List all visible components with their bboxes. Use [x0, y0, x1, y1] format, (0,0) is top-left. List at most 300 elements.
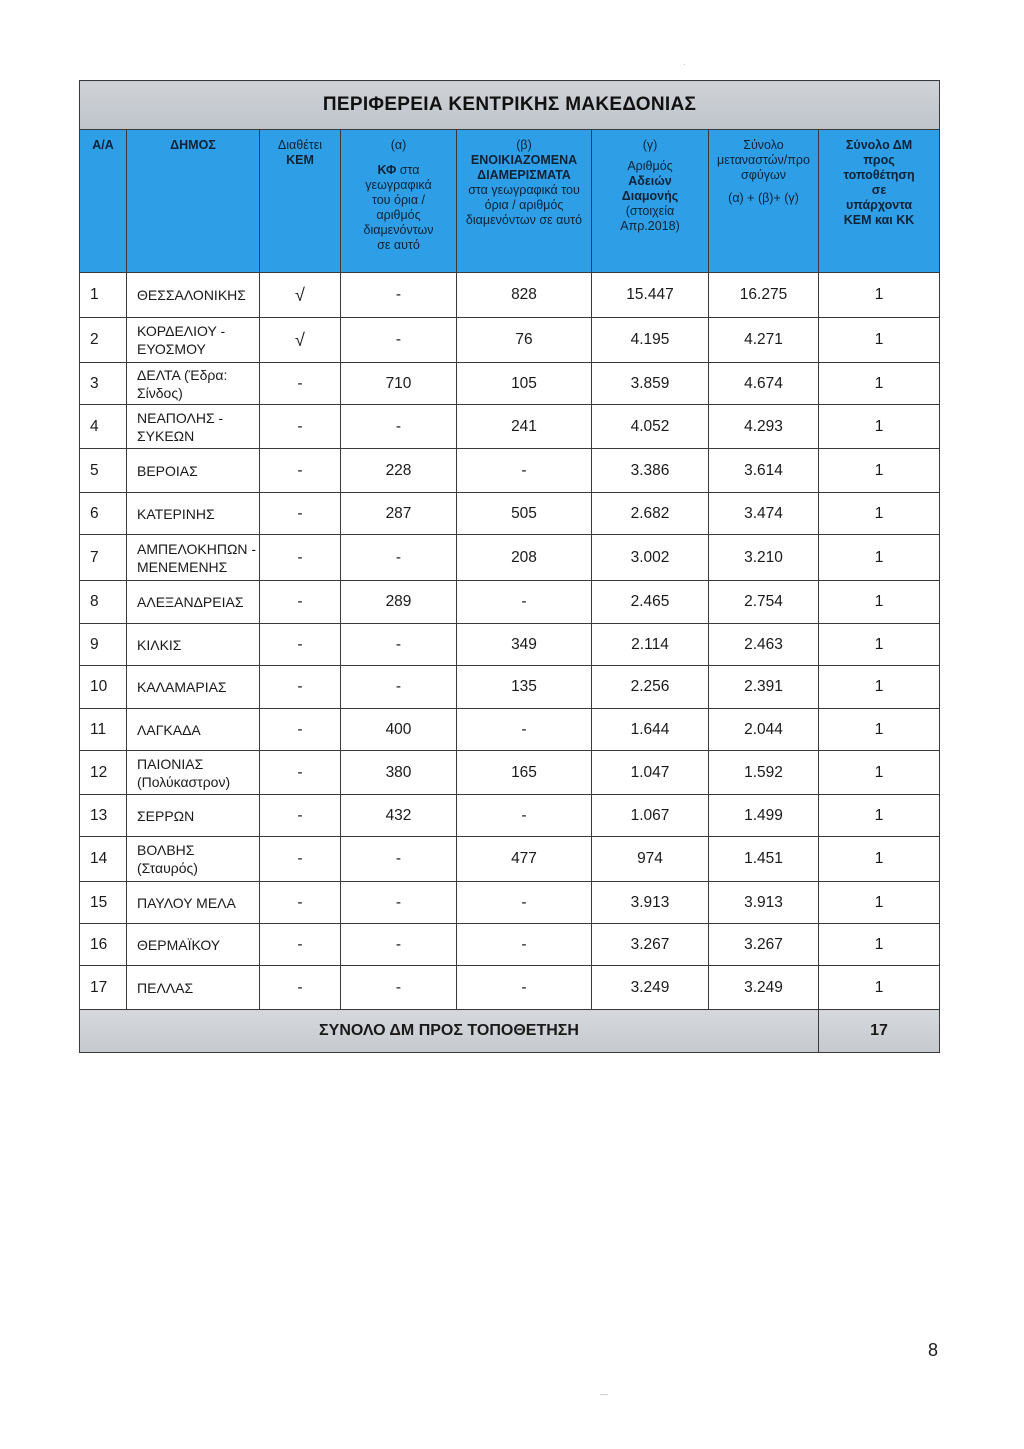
row-dm-value [819, 709, 940, 751]
row-dm-value [819, 966, 940, 1010]
row-number-text: 4 [90, 417, 99, 435]
row-g-value [592, 318, 709, 363]
municipality-line: ΘΕΡΜΑΪΚΟΥ [137, 936, 221, 953]
row-b-value-text: 477 [511, 850, 537, 867]
municipality-line: ΚΑΛΑΜΑΡΙΑΣ [137, 679, 227, 695]
row-a-value-text: 710 [385, 374, 412, 392]
row-g-value [592, 795, 709, 837]
header-a-line: γεωγραφικά [365, 178, 432, 192]
row-g-value [592, 581, 709, 624]
row-number-text: 8 [90, 593, 99, 610]
header-b-line: (β) [516, 138, 532, 152]
row-total-value [709, 449, 819, 493]
row-g-value-text: 4.195 [630, 331, 670, 348]
table-row [80, 405, 940, 449]
total-label: ΣΥΝΟΛΟ ΔΜ ΠΡΟΣ ΤΟΠΟΘΕΤΗΣΗ [80, 1010, 819, 1053]
row-a-value-text: 287 [385, 504, 412, 522]
municipality-line: Σίνδος) [137, 384, 183, 401]
row-g-value-text: 3.249 [630, 978, 670, 996]
row-a-value [341, 493, 457, 535]
row-a-value-text: - [395, 978, 402, 996]
row-b-value [457, 624, 592, 666]
row-g-value-text: 3.002 [630, 548, 670, 566]
table-row [80, 924, 940, 966]
row-g-value-text: 1.067 [630, 806, 670, 824]
table-body [80, 273, 940, 1010]
row-b-value-text: 241 [511, 417, 537, 435]
row-a-value-text: - [395, 548, 402, 566]
row-number [80, 624, 127, 666]
header-a [341, 130, 457, 273]
header-total-line: Σύνολο [743, 138, 784, 152]
municipality-line: ΝΕΑΠΟΛΗΣ - [137, 409, 224, 426]
row-dm-value [819, 624, 940, 666]
row-number-text: 7 [90, 548, 99, 566]
row-a-value-text: 380 [385, 763, 412, 781]
row-total-value-text: 3.474 [744, 504, 783, 522]
row-kem [260, 795, 341, 837]
page-number: 8 [928, 1340, 939, 1360]
row-a-value [341, 666, 457, 709]
row-dm-value-text: 1 [874, 635, 884, 653]
row-b-value-text: 76 [515, 331, 533, 348]
row-total-value [709, 751, 819, 795]
row-total-value-text: 1.451 [744, 850, 783, 867]
table-row [80, 709, 940, 751]
row-kem [260, 624, 341, 666]
header-b-line: όρια / αριθμός [484, 198, 564, 212]
header-dimos-text: ΔΗΜΟΣ [170, 138, 216, 152]
row-kem [260, 966, 341, 1010]
municipality-line: ΠΕΛΛΑΣ [137, 979, 194, 996]
row-municipality [127, 363, 260, 405]
row-total-value [709, 535, 819, 581]
header-a-line: στα [399, 163, 420, 177]
table-row [80, 624, 940, 666]
row-dm-value [819, 924, 940, 966]
row-g-value-text: 2.682 [630, 504, 670, 522]
row-kem-text: √ [295, 284, 305, 305]
row-a-value [341, 363, 457, 405]
municipality-line: ΣΥΚΕΩΝ [137, 427, 195, 444]
row-number-text: 11 [90, 720, 107, 738]
row-b-value [457, 666, 592, 709]
row-dm-value [819, 363, 940, 405]
row-dm-value-text: 1 [874, 763, 884, 781]
row-g-value-text: 2.114 [631, 635, 669, 653]
header-kem [260, 130, 341, 273]
row-total-value [709, 493, 819, 535]
row-total-value [709, 624, 819, 666]
row-a-value [341, 449, 457, 493]
row-number [80, 405, 127, 449]
row-a-value [341, 535, 457, 581]
row-number-text: 12 [90, 763, 108, 781]
header-g-line: Αριθμός [627, 159, 673, 173]
row-kem-text: - [297, 720, 303, 738]
row-kem [260, 666, 341, 709]
header-a-line: διαμενόντων [363, 223, 434, 237]
row-g-value [592, 535, 709, 581]
row-dm-value [819, 405, 940, 449]
row-total-value-text: 3.210 [744, 548, 783, 566]
municipality-line: ΛΑΓΚΑΔΑ [137, 721, 201, 738]
row-dm-value [819, 493, 940, 535]
row-a-value [341, 837, 457, 882]
row-b-value [457, 882, 592, 924]
row-b-value-text: 208 [511, 548, 537, 566]
row-g-value-text: 974 [637, 850, 663, 867]
row-number [80, 449, 127, 493]
row-municipality [127, 273, 260, 318]
row-a-value [341, 966, 457, 1010]
row-number [80, 666, 127, 709]
municipality-line: ΕΥΟΣΜΟΥ [137, 341, 206, 357]
row-dm-value-text: 1 [874, 978, 884, 996]
row-number-text: 14 [90, 850, 108, 867]
row-kem [260, 318, 341, 363]
table-row [80, 751, 940, 795]
header-g-line: Αδειών [628, 174, 672, 188]
table-row [80, 966, 940, 1010]
row-b-value-text: - [521, 593, 527, 610]
municipality-line: ΑΜΠΕΛΟΚΗΠΩΝ - [137, 540, 257, 557]
row-number [80, 837, 127, 882]
row-b-value [457, 924, 592, 966]
row-dm-value-text: 1 [874, 935, 884, 953]
header-dm-line: υπάρχοντα [845, 198, 913, 212]
table-row [80, 273, 940, 318]
row-b-value [457, 318, 592, 363]
row-a-value [341, 273, 457, 318]
document-sheet [79, 80, 939, 1053]
table-row [80, 493, 940, 535]
row-total-value [709, 882, 819, 924]
row-kem-text: - [297, 978, 303, 996]
row-number [80, 493, 127, 535]
row-total-value-text: 3.267 [744, 935, 783, 953]
row-g-value-text: 3.386 [630, 461, 670, 479]
row-total-value [709, 273, 819, 318]
header-g-line: (γ) [642, 138, 658, 152]
row-number-text: 1 [90, 286, 99, 303]
row-number [80, 924, 127, 966]
row-number-text: 6 [90, 504, 99, 522]
header-total-line: μεταναστών/προ [717, 153, 810, 167]
row-total-value [709, 924, 819, 966]
row-b-value-text: - [521, 461, 527, 479]
row-kem-text: - [297, 678, 303, 695]
row-g-value-text: 3.859 [630, 374, 670, 392]
municipality-line: ΒΕΡΟΙΑΣ [137, 462, 198, 479]
row-municipality [127, 666, 260, 709]
region-table [79, 80, 940, 1053]
header-b [457, 130, 592, 273]
row-b-value-text: 505 [511, 504, 537, 522]
table-row [80, 837, 940, 882]
row-g-value [592, 709, 709, 751]
row-kem [260, 273, 341, 318]
row-dm-value [819, 535, 940, 581]
row-number [80, 709, 127, 751]
row-number [80, 751, 127, 795]
row-kem-text: - [297, 593, 303, 610]
row-b-value [457, 795, 592, 837]
row-dm-value [819, 273, 940, 318]
row-kem-text: - [297, 504, 303, 522]
row-number-text: 16 [90, 935, 108, 953]
municipality-line: (Πολύκαστρον) [137, 773, 231, 790]
row-total-value-text: 3.913 [744, 893, 783, 911]
row-kem-text: - [297, 417, 303, 435]
row-dm-value-text: 1 [874, 417, 884, 435]
header-aa [80, 130, 127, 273]
municipality-line: ΠΑΥΛΟΥ ΜΕΛΑ [137, 894, 236, 911]
row-dm-value-text: 1 [874, 548, 884, 566]
row-municipality [127, 924, 260, 966]
row-dm-value-text: 1 [874, 850, 884, 867]
row-b-value-text: - [521, 978, 527, 996]
header-a-line: ΚΦ [377, 163, 397, 177]
header-b-line: στα γεωγραφικά του [468, 183, 580, 197]
row-kem [260, 535, 341, 581]
row-total-value [709, 581, 819, 624]
row-a-value [341, 882, 457, 924]
row-municipality [127, 624, 260, 666]
row-g-value-text: 4.052 [630, 417, 670, 435]
row-b-value [457, 751, 592, 795]
table-row [80, 363, 940, 405]
municipality-line: ΔΕΛΤΑ (Έδρα: [137, 366, 228, 383]
row-g-value-text: 1.047 [630, 763, 670, 781]
row-a-value [341, 581, 457, 624]
header-a-line: του όρια / [371, 193, 426, 207]
row-kem [260, 751, 341, 795]
row-b-value-text: 828 [511, 286, 537, 303]
header-g-line: Διαμονής [621, 189, 679, 203]
row-municipality [127, 405, 260, 449]
row-kem-text: - [297, 806, 303, 824]
row-b-value-text: 105 [511, 374, 537, 392]
row-b-value-text: - [521, 720, 527, 738]
row-total-value [709, 363, 819, 405]
row-kem [260, 449, 341, 493]
row-total-value-text: 1.499 [744, 806, 783, 824]
row-municipality [127, 882, 260, 924]
row-total-value [709, 405, 819, 449]
row-g-value-text: 1.644 [630, 720, 670, 738]
header-row [80, 130, 940, 273]
row-total-value [709, 795, 819, 837]
header-b-line: διαμενόντων σε αυτό [465, 213, 583, 227]
row-dm-value [819, 837, 940, 882]
row-g-value-text: 3.913 [630, 893, 670, 911]
row-number-text: 10 [90, 678, 108, 695]
municipality-line: ΒΟΛΒΗΣ [137, 842, 195, 858]
row-total-value-text: 3.249 [744, 978, 783, 996]
row-a-value-text: 400 [385, 720, 412, 738]
header-dm-line: προς [863, 153, 895, 167]
row-g-value-text: 2.465 [630, 593, 670, 610]
row-municipality [127, 493, 260, 535]
row-b-value [457, 581, 592, 624]
row-kem [260, 405, 341, 449]
row-kem-text: - [297, 548, 303, 566]
row-g-value [592, 966, 709, 1010]
row-dm-value [819, 581, 940, 624]
row-kem [260, 493, 341, 535]
header-b-line: ΕΝΟΙΚΙΑΖΟΜΕΝΑ [470, 153, 578, 167]
row-total-value [709, 709, 819, 751]
row-b-value [457, 449, 592, 493]
municipality-line: ΑΛΕΞΑΝΔΡΕΙΑΣ [137, 594, 244, 610]
row-municipality [127, 795, 260, 837]
row-b-value-text: 135 [511, 678, 537, 695]
municipality-line: ΘΕΣΣΑΛΟΝΙΚΗΣ [137, 287, 246, 303]
row-g-value [592, 405, 709, 449]
header-kem-line: Διαθέτει [277, 138, 323, 152]
row-dm-value [819, 666, 940, 709]
row-g-value [592, 666, 709, 709]
row-a-value-text: - [395, 850, 402, 867]
row-dm-value-text: 1 [874, 893, 884, 911]
row-dm-value-text: 1 [874, 678, 884, 695]
municipality-line: ΜΕΝΕΜΕΝΗΣ [137, 558, 228, 575]
table-row [80, 795, 940, 837]
header-total-line: σφύγων [741, 168, 786, 182]
row-dm-value-text: 1 [874, 720, 884, 738]
row-g-value [592, 837, 709, 882]
row-a-value [341, 624, 457, 666]
row-number [80, 318, 127, 363]
row-number-text: 2 [90, 331, 99, 348]
row-number-text: 17 [90, 978, 108, 996]
header-dm-line: Σύνολο ΔΜ [845, 138, 913, 152]
row-dm-value [819, 751, 940, 795]
row-number-text: 5 [90, 461, 99, 479]
table-row [80, 318, 940, 363]
municipality-line: (Σταυρός) [137, 860, 198, 876]
table-title: ΠΕΡΙΦΕΡΕΙΑ ΚΕΝΤΡΙΚΗΣ ΜΑΚΕΔΟΝΙΑΣ [80, 81, 940, 130]
row-municipality [127, 535, 260, 581]
row-kem-text: - [297, 635, 303, 653]
header-dimos [127, 130, 260, 273]
row-municipality [127, 837, 260, 882]
header-total [709, 130, 819, 273]
row-kem [260, 837, 341, 882]
row-number-text: 9 [90, 635, 99, 653]
table-row [80, 449, 940, 493]
row-g-value [592, 363, 709, 405]
row-b-value [457, 837, 592, 882]
header-a-line: σε αυτό [377, 238, 420, 252]
row-b-value [457, 535, 592, 581]
row-total-value-text: 2.463 [744, 635, 783, 653]
row-municipality [127, 709, 260, 751]
row-dm-value-text: 1 [874, 806, 884, 824]
row-a-value-text: - [395, 331, 402, 348]
row-b-value [457, 363, 592, 405]
municipality-line: ΚΙΛΚΙΣ [137, 636, 182, 653]
scan-speck-top: · [683, 60, 686, 69]
row-number [80, 581, 127, 624]
header-a-line: αριθμός [376, 208, 421, 222]
table-row [80, 581, 940, 624]
row-kem-text: √ [295, 329, 305, 350]
row-dm-value [819, 449, 940, 493]
row-a-value-text: - [395, 286, 402, 303]
header-g-line: Απρ.2018) [620, 219, 680, 233]
row-number-text: 15 [90, 893, 108, 911]
row-a-value [341, 709, 457, 751]
header-total-line: (α) + (β)+ (γ) [728, 191, 799, 205]
row-g-value [592, 273, 709, 318]
row-b-value-text: - [521, 893, 527, 911]
row-number [80, 535, 127, 581]
row-b-value-text: - [521, 935, 527, 953]
row-a-value-text: - [395, 417, 402, 435]
row-g-value [592, 751, 709, 795]
header-dm-line: τοποθέτηση [843, 168, 915, 182]
row-g-value [592, 493, 709, 535]
row-dm-value-text: 1 [874, 331, 884, 348]
row-dm-value-text: 1 [874, 461, 884, 479]
municipality-line: ΚΟΡΔΕΛΙΟΥ - [137, 323, 226, 339]
header-b-line: ΔΙΑΜΕΡΙΣΜΑΤΑ [477, 168, 571, 182]
row-a-value-text: 228 [385, 461, 412, 479]
row-g-value-text: 2.256 [630, 678, 670, 695]
municipality-line: ΠΑΙΟΝΙΑΣ [137, 755, 204, 772]
row-municipality [127, 966, 260, 1010]
row-a-value-text: - [395, 893, 402, 911]
row-total-value-text: 4.674 [744, 374, 783, 392]
row-a-value-text: 432 [385, 806, 412, 824]
row-a-value-text: - [395, 935, 402, 953]
row-b-value [457, 273, 592, 318]
row-number [80, 795, 127, 837]
row-total-value [709, 966, 819, 1010]
row-kem [260, 581, 341, 624]
header-g-line: (στοιχεία [625, 204, 675, 218]
row-kem-text: - [297, 763, 303, 781]
row-a-value [341, 405, 457, 449]
header-aa-text: Α/Α [92, 138, 114, 152]
header-kem-line: ΚΕΜ [286, 153, 314, 167]
row-kem-text: - [297, 374, 303, 392]
row-dm-value [819, 882, 940, 924]
row-kem-text: - [297, 461, 303, 479]
row-kem-text: - [297, 850, 303, 867]
row-g-value-text: 3.267 [630, 935, 670, 953]
row-total-value-text: 2.044 [744, 720, 783, 738]
header-dm-line: σε [871, 183, 887, 197]
row-number [80, 966, 127, 1010]
row-b-value [457, 405, 592, 449]
row-a-value [341, 795, 457, 837]
row-kem [260, 882, 341, 924]
row-a-value [341, 751, 457, 795]
row-total-value-text: 1.592 [744, 763, 783, 781]
row-dm-value [819, 318, 940, 363]
row-g-value [592, 449, 709, 493]
row-b-value-text: 349 [511, 635, 537, 653]
table-row [80, 535, 940, 581]
row-total-value-text: 4.271 [744, 331, 783, 348]
row-dm-value-text: 1 [874, 286, 884, 303]
row-number-text: 3 [90, 374, 99, 392]
municipality-line: ΣΕΡΡΩΝ [137, 807, 195, 824]
row-municipality [127, 751, 260, 795]
